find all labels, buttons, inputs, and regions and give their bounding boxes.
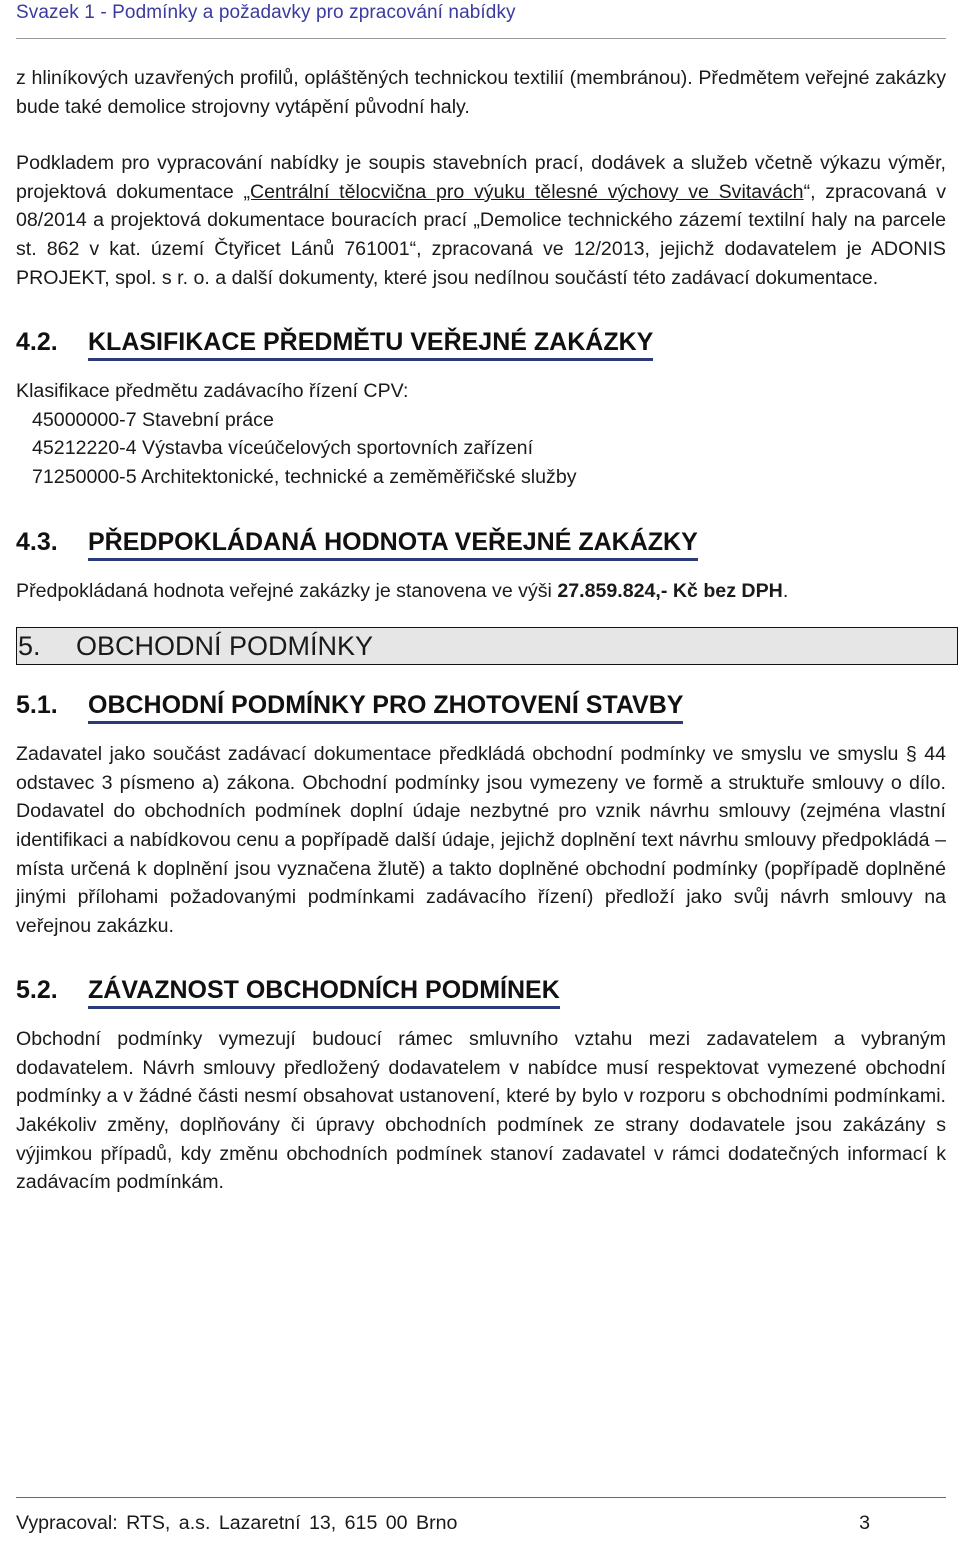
estimated-value-amount: 27.859.824,- Kč bez DPH [557,579,783,602]
section-heading-5-1 [16,691,946,724]
cpv-intro: Klasifikace předmětu zadávacího řízení CPV: [16,380,409,403]
estimated-value-end: . [782,579,789,602]
project-doc-title: „Centrální tělocvična pro výuku tělesné výchovy ve Svitavách [243,180,804,203]
chapter-number: 5. [18,630,41,661]
section-title: ZÁVAZNOST OBCHODNÍCH PODMÍNEK [88,976,560,1009]
intro-text-b: “, zpracovaná v 08/2014 a projektová dokumentace bouracích prací „Demolice technického zázemí textilní haly na parcele st. 862 v kat. území Čtyřicet Lánů 761001“, zpracovaná ve 12/2013, jejichž dodavatelem je ADONIS PROJEKT, spol. s r. o. a další dokumenty, které jsou nedílnou součástí této zadávací dokumentace. [16,180,947,289]
list-item: 71250000-5 Architektonické, technické a zeměměřičské služby [32,465,577,488]
intro-text-a: Podkladem pro vypracování nabídky je soupis stavebních prací, dodávek a služeb včetně výkazu výměr, projektová dokumentace [16,152,946,203]
list-item: 45000000-7 Stavební práce [32,408,274,431]
intro-paragraph-1: z hliníkových uzavřených profilů, opláštěných technickou textilií (membránou). Předmětem veřejné zakázky bude také demolice strojovny vytápění původní haly. [16,67,946,118]
document-body [16,64,946,1197]
section-number: 4.2. [16,328,58,357]
section-title: KLASIFIKACE PŘEDMĚTU VEŘEJNÉ ZAKÁZKY [88,328,653,361]
chapter-title: OBCHODNÍ PODMÍNKY [76,630,374,661]
section-number: 5.1. [16,691,58,720]
page-number: 3 [859,1512,870,1534]
section-number: 5.2. [16,976,58,1005]
intro-paragraph-2 [16,149,946,292]
document-title: Svazek 1 - Podmínky a požadavky pro zpracování nabídky [16,2,516,23]
footer-author: Vypracoval: RTS, a.s. Lazaretní 13, 615 00 Brno [16,1512,458,1534]
section-5-1-paragraph: Zadavatel jako součást zadávací dokumentace předkládá obchodní podmínky ve smyslu ve smyslu § 44 odstavec 3 písmeno a) zákona. Obchodní podmínky jsou vymezeny ve formě a struktuře smlouvy o dílo. Dodavatel do obchodních podmínek doplní údaje nezbytné pro vznik návrhu smlouvy (zejména vlastní identifikaci a nabídkovou cenu a popřípadě další údaje, jejichž doplnění text návrhu smlouvy předpokládá – místa určená k doplnění jsou vyznačena žlutě) a takto doplněné obchodní podmínky (popřípadě doplněné jinými přílohami požadovanými podmínkami zadávacího řízení) předloží jako svůj návrh smlouvy na veřejnou zakázku. [16,743,946,937]
chapter-heading-5 [16,627,958,665]
section-number: 4.3. [16,527,58,556]
section-5-2-paragraph: Obchodní podmínky vymezují budoucí rámec smluvního vztahu mezi zadavatelem a vybraným dodavatelem. Návrh smlouvy předložený dodavatelem v nabídce musí respektovat vymezené obchodní podmínky a v žádné části nesmí obsahovat ustanovení, které by bylo v rozporu s obchodními podmínkami. Jakékoliv změny, doplňovány či úpravy obchodních podmínek ze strany dodavatele jsou zakázány s výjimkou případů, kdy změnu obchodních podmínek stanoví zadavatel v rámci dodatečných informací k zadávacím podmínkám. [16,1028,946,1194]
estimated-value-paragraph [16,577,946,606]
section-heading-4-2 [16,328,946,361]
estimated-value-text: Předpokládaná hodnota veřejné zakázky je stanovena ve výši [16,579,558,602]
section-heading-5-2 [16,976,946,1009]
section-heading-4-3 [16,528,946,561]
cpv-list [32,406,946,492]
list-item: 45212220-4 Výstavba víceúčelových sportovních zařízení [32,437,534,460]
section-title: OBCHODNÍ PODMÍNKY PRO ZHOTOVENÍ STAVBY [88,691,683,724]
page-footer [16,1497,946,1538]
section-title: PŘEDPOKLÁDANÁ HODNOTA VEŘEJNÉ ZAKÁZKY [88,528,698,561]
page-header [16,0,946,39]
